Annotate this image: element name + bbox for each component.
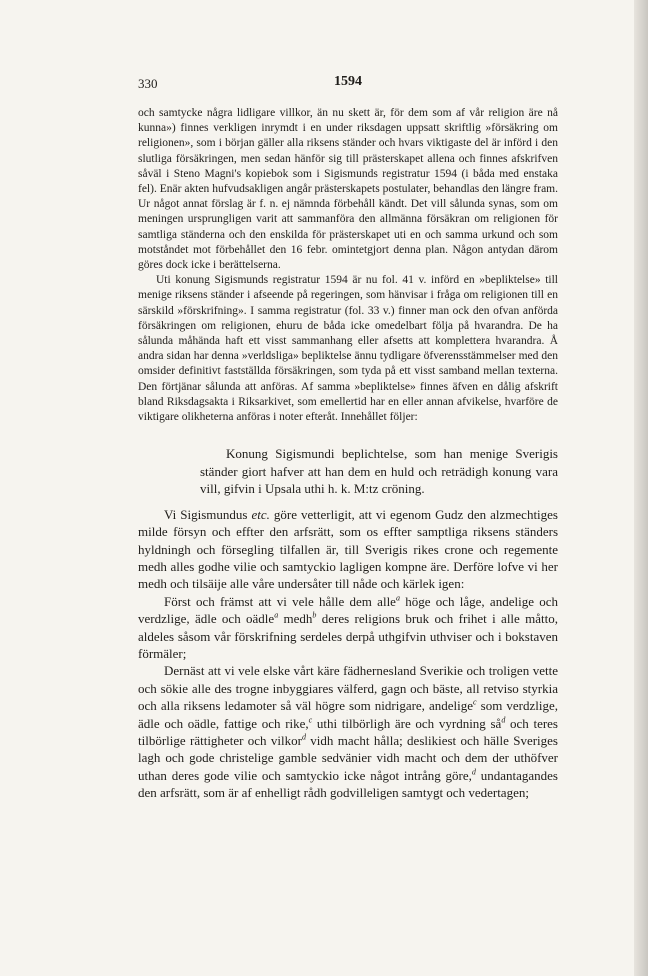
page-header: [138, 74, 558, 94]
text-segment: undantagandes den arfsrätt, som är af enhelligt rådh godvilleligen samtygt och vedertagen;: [138, 767, 558, 801]
note-marker: d: [501, 715, 506, 725]
text-segment: uthi tilbörligh äre och vyrdning så: [312, 715, 502, 731]
document-text: [138, 506, 558, 802]
document-paragraph: [138, 593, 558, 663]
text-segment: medh: [278, 611, 313, 627]
note-marker: d: [301, 732, 306, 742]
commentary-paragraph: och samtycke några lidligare villkor, än nu skett är, för dem som af vår religion äre nå kunna») finnes verkligen inrymdt i en under riksdagen uppsatt skriftlig »försäkring om religionen», som i början gäller alla riksens ständer och hvars viktigaste del är införd i den slutliga försäkringen, men sedan hänför sig till prästerskapet allena och finnes afskrifven såväl i Steno Magni's kopiebok som i Sigismunds registratur 1594 (i båda med enstaka fel). Enär akten hufvudsakligen angår prästerskapets postulater, behandlas den längre fram. Ur något annat förslag är f. n. ej nämnda förbehåll kändt. Det vill sålunda synas, som om meningen ursprungligen varit att sammanföra den allmänna försäkran om religionen för samtliga ständerna och den enskilda för prästerskapet uti en och samma urkund och som motståndet mot förbehållet den 16 febr. omintetgjort denna plan. Någon antydan därom göres dock icke i berättelserna.: [138, 107, 558, 272]
text-segment: göre vetterligit, att vi egenom Gudz den alzmechtiges milde försyn och effter den arfsrätt, som os effter samptliga riksens ständers hyldningh och försegling tilfallen är, till Sverigis rikes crone och regemente medh alles godhe vilie och samtyckio lagligen kompne äre. Derföre lofve vi her medh och tilsäije alle våre undersåter till nåde och kärlek igen:: [138, 506, 558, 592]
text-segment: vidh macht hålla; deslikiest och hälle Sveriges lagh och gode christelige gamble sedvänier vidh macht och dem der uthöfver uthan deres gode vilie och samtyckio icke något intrång göre,: [138, 733, 558, 783]
document-title-text: Konung Sigismundi beplichtelse, som han menige Sverigis ständer giort hafver att han dem en huld och reträdigh konung vara vill, gifvin i Upsala uthi h. k. M:tz cröning.: [200, 446, 558, 497]
text-segment: och teres tilbörlige rättigheter och vilkor: [138, 715, 558, 749]
note-marker: a: [395, 593, 400, 603]
commentary-paragraph: Uti konung Sigismunds registratur 1594 är nu fol. 41 v. införd en »bepliktelse» till menige riksens ständer i afseende på regeringen, som hänvisar i fråga om religionen till en särskild »förskrifning». I samma registratur (fol. 33 v.) finner man ock den ofvan anförda försäkringen om religionen, ehuru de båda icke omedelbart följa på hvarandra. De ha sålunda måhända haft ett visst sammanhang eller afsetts att komplettera hvarandra. Å andra sidan har denna »verldsliga» bepliktelse ännu tydligare öfverensstämmelser med den omsider definitivt fastställda försäkringen, som tyda på ett visst samband mellan texterna. Den förtjänar sålunda att anföras. Af samma »bepliktelse» finnes äfven en dålig afskrift bland Riksdagsakta i Riksarkivet, som emellertid har en eller annan afvikelse, hvarföre de viktigare olikheterna anföras i noter efteråt. Innehållet följer:: [138, 274, 558, 424]
text-segment: etc.: [251, 506, 270, 522]
document-paragraph: [138, 506, 558, 593]
text-segment: höge och låge, andelige och verdzlige, ädle och oädle: [138, 593, 558, 627]
commentary: [138, 106, 558, 425]
text-segment: Först och främst att vi vele hålle dem alle: [164, 593, 396, 609]
year-heading: 1594: [334, 74, 362, 89]
document-paragraph: [138, 662, 558, 801]
note-marker: b: [312, 610, 317, 620]
page-body: [138, 106, 558, 802]
note-marker: c: [308, 715, 313, 725]
text-segment: Vi Sigismundus: [164, 506, 252, 522]
note-marker: d: [471, 767, 476, 777]
note-marker: a: [274, 610, 279, 620]
text-segment: deres religions bruk och frihet i alle måtto, aldeles såsom vår förskrifning serdeles derpå uthgifvin uthviser och i bokstaven förmäler;: [138, 611, 559, 662]
text-segment: som verdzlige, ädle och oädle, fattige och rike,: [138, 698, 558, 731]
page-number: 330: [138, 76, 158, 91]
document-title: [200, 445, 558, 498]
note-marker: c: [473, 697, 477, 707]
text-segment: Dernäst att vi vele elske vårt käre fädhernesland Sverikie och troligen vette och sökie alle des trogne inbyggiares välferd, gagn och bäste, all retviso styrkia och alla riksens ledamoter så väl högre som nidrigare, andelige: [138, 663, 558, 714]
